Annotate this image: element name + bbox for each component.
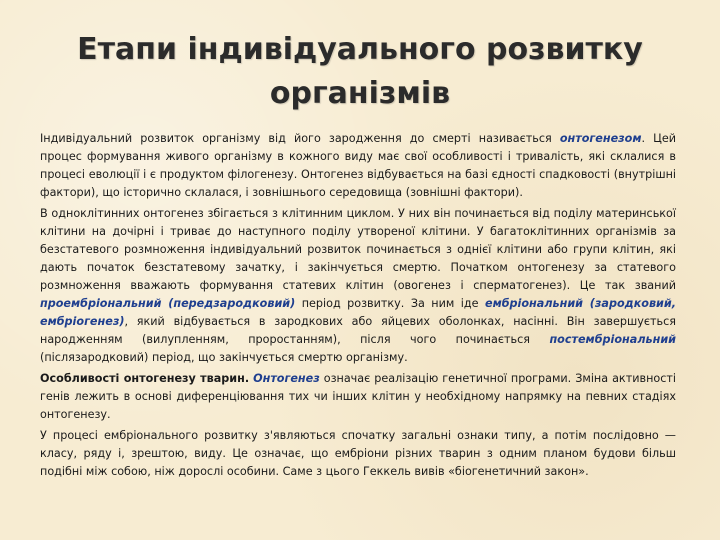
slide-title: Етапи індивідуального розвитку організмів <box>77 32 643 111</box>
text: , який відбувається в зародкових або яйцевих оболонках, насінні. Він завершується народженням (вилупленням, проростанням), після чого починається <box>40 315 676 346</box>
text: У процесі ембріонального розвитку з'являються спочатку загальні ознаки типу, а потім послідовно — класу, ряду і, зрештою, виду. Це означає, що ембріони різних тварин з одним планом будови більш подібні між собою, ніж дорослі особини. Саме з цього Геккель вивів «біогенетичний закон». <box>40 429 676 478</box>
term-ontogenesis-2: Онтогенез <box>253 372 320 385</box>
slide-body <box>40 130 676 484</box>
text: В одноклітинних онтогенез збігається з клітинним циклом. У них він починається від поділу материнської клітини на дочірні і триває до наступного поділу утвореної клітини. У багатоклітинних організмів за безстатевого розмноження індивідуальний розвиток починається з однієї клітини або групи клітин, які дають початок безстатевому зачатку, і закінчується смертю. Початком онтогенезу за статевого розмноження вважають формування статевих клітин (овогенез і сперматогенез). Це так званий <box>40 207 676 292</box>
paragraph-ontogenesis-stages <box>40 205 676 367</box>
text: означає реалізацію генетичної програми. Зміна активності генів лежить в основі диференціювання тих чи інших клітин у необхідному напрямку на певних стадіях онтогенезу. <box>40 372 677 421</box>
term-ontogenesis: онтогенезом <box>559 132 642 145</box>
paragraph-animal-ontogenesis <box>40 370 676 424</box>
paragraph-biogenetic-law <box>40 427 676 481</box>
text: Індивідуальний розвиток організму від його зародження до смерті називається <box>40 132 560 145</box>
term-embryonic: ембріональний (зародковий, ембріогенез) <box>40 297 676 328</box>
lead-heading: Особливості онтогенезу тварин. <box>40 372 250 385</box>
term-proembryonic: проембріональний (передзародковий) <box>40 297 296 310</box>
text: (післязародковий) період, що закінчується смертю організму. <box>40 351 408 364</box>
paragraph-ontogenesis-definition <box>40 130 676 202</box>
text: період розвитку. За ним іде <box>295 297 485 310</box>
term-postembryonic: постембріональний <box>549 333 676 346</box>
text: . Цей процес формування живого організму в кожного виду має свої особливості і тривалість, які склалися в процесі еволюції і є продуктом філогенезу. Онтогенез відбувається на базі єдності спадковості (внутрішні фактори), що історично склалася, і зовнішнього середовища (зовнішні фактори). <box>40 132 676 199</box>
